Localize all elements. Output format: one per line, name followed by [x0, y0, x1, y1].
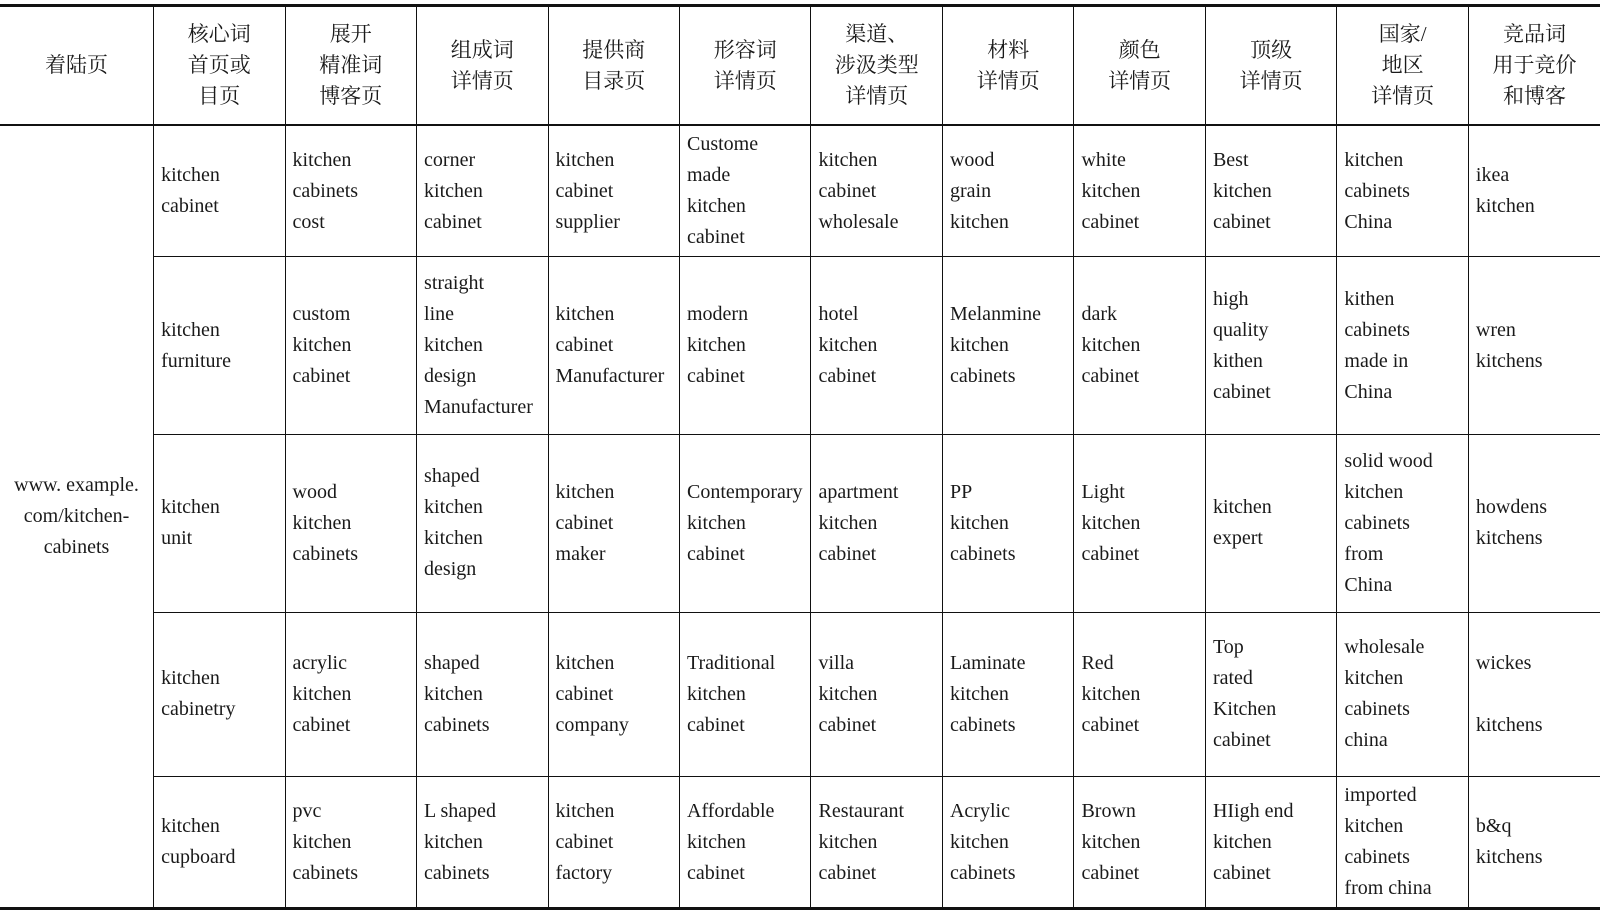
table-cell	[811, 257, 942, 435]
cell-line: wood	[292, 480, 337, 503]
column-header-line: 渠道、	[845, 22, 909, 46]
cell-line: kitchen	[161, 164, 220, 187]
cell-line: kitchen	[292, 148, 352, 171]
column-header-line: 展开	[329, 22, 372, 46]
cell-line: Brown	[1081, 799, 1136, 822]
cell-line: kitchen	[292, 334, 352, 357]
table-cell	[1468, 435, 1600, 613]
table-cell	[285, 125, 416, 257]
cell-line: kitchen	[949, 511, 1009, 534]
column-header-line: 目页	[198, 84, 241, 108]
cell-line: kitchen	[818, 830, 878, 853]
cell-line: b&q	[1475, 815, 1512, 837]
cell-line: china	[1344, 729, 1388, 752]
table-cell	[680, 435, 811, 613]
table-cell	[417, 125, 548, 257]
cell-line: cabinets	[1344, 511, 1410, 534]
cell-line: cupboard	[161, 846, 236, 868]
table-cell	[680, 257, 811, 435]
cell-line: hotel	[818, 303, 859, 326]
cell-line: cabinet	[161, 195, 219, 218]
table-cell	[154, 257, 285, 435]
cell-line: Manufacturer	[555, 365, 665, 388]
cell-line: cabinetry	[161, 698, 236, 721]
cell-line: L shaped	[424, 799, 497, 822]
table-row	[0, 435, 1600, 613]
cell-line: supplier	[555, 210, 620, 233]
cell-line: kitchen	[292, 682, 352, 705]
cell-line: kitchen	[687, 682, 746, 705]
header-row	[0, 6, 1600, 126]
table-cell	[1337, 612, 1468, 776]
cell-line: high	[1212, 287, 1249, 310]
cell-line: Acrylic	[949, 799, 1010, 822]
column-header-line: 颜色	[1118, 37, 1161, 62]
table-cell	[942, 777, 1073, 909]
cell-line: cabinet	[687, 542, 745, 565]
cell-line: cabinet	[818, 179, 877, 202]
cell-line: China	[1344, 573, 1393, 596]
cell-line: cabinets	[292, 179, 359, 202]
table-cell	[548, 777, 679, 909]
cell-line: cabinet	[687, 226, 745, 249]
cell-line: furniture	[161, 349, 232, 372]
table-cell	[942, 435, 1073, 613]
column-header-line: 顶级	[1250, 37, 1293, 62]
cell-line: cabinet	[1212, 861, 1271, 884]
cell-line: cabinet	[687, 861, 745, 884]
cell-line: solid wood	[1344, 449, 1433, 472]
cell-line: cabinet	[555, 334, 614, 357]
column-header-line: 形容词	[713, 37, 777, 62]
column-header-10	[1337, 6, 1468, 126]
table-cell	[548, 257, 679, 435]
cell-line: kitchen	[818, 682, 878, 705]
landing-page-line: com/kitchen-	[23, 505, 130, 527]
table-cell	[548, 612, 679, 776]
column-header-8	[1074, 6, 1205, 126]
table-cell	[417, 777, 548, 909]
table-cell	[548, 125, 679, 257]
table-cell	[1468, 125, 1600, 257]
column-header-line: 核心词	[187, 22, 251, 46]
cell-line: Red	[1081, 651, 1114, 674]
cell-line: Laminate	[949, 651, 1026, 674]
cell-line: kitchen	[424, 334, 483, 357]
cell-line: kitchen	[424, 682, 483, 705]
cell-line: Manufacturer	[424, 396, 533, 419]
cell-line: design	[424, 558, 477, 581]
column-header-0	[0, 6, 154, 126]
table-cell	[1074, 257, 1205, 435]
table-cell	[417, 612, 548, 776]
column-header-line: 涉汲类型	[834, 53, 919, 77]
cell-line: HIigh end	[1212, 799, 1294, 822]
landing-page-line: www. example.	[14, 474, 139, 496]
column-header-line: 详情页	[845, 84, 909, 108]
cell-line: kitchen	[1212, 179, 1272, 202]
cell-line: cabinets	[949, 861, 1016, 884]
table-cell	[154, 777, 285, 909]
table-cell	[1468, 777, 1600, 909]
column-header-line: 竞品词	[1502, 22, 1566, 46]
cell-line: kitchen	[949, 210, 1009, 233]
table-cell	[811, 125, 942, 257]
column-header-4	[548, 6, 679, 126]
cell-line: PP	[949, 480, 973, 503]
cell-line: design	[424, 365, 477, 388]
cell-line: made in	[1344, 349, 1409, 372]
column-header-5	[680, 6, 811, 126]
table-row	[0, 125, 1600, 257]
column-header-line: 详情页	[713, 68, 777, 93]
cell-line: kitchen	[1344, 148, 1404, 171]
cell-line: kitchen	[555, 651, 615, 674]
cell-line: maker	[555, 542, 606, 565]
cell-line: cabinet	[424, 210, 482, 233]
cell-line: cabinet	[1212, 210, 1271, 233]
table-cell	[285, 612, 416, 776]
cell-line: kitchen	[1081, 682, 1141, 705]
column-header-line: 首页或	[187, 53, 251, 77]
cell-line: quality	[1212, 318, 1269, 341]
cell-line: kitchens	[1475, 846, 1543, 868]
cell-line: villa	[818, 651, 855, 674]
table-row	[0, 612, 1600, 776]
cell-line: cabinet	[1081, 542, 1140, 565]
cell-line: ikea	[1475, 164, 1510, 187]
cell-line: cabinet	[818, 861, 877, 884]
column-header-line: 着陆页	[45, 53, 109, 77]
table-cell	[1074, 125, 1205, 257]
cell-line: kitchen	[555, 303, 615, 326]
cell-line: custom	[292, 303, 351, 326]
cell-line: kitchen	[555, 480, 615, 503]
cell-line: kitchen	[1212, 830, 1272, 853]
cell-line: made	[687, 164, 731, 187]
cell-line: kitchen	[818, 334, 878, 357]
cell-line: cabinet	[818, 365, 877, 388]
cell-line: kitchen	[818, 511, 878, 534]
cell-line: cabinet	[1081, 713, 1140, 736]
column-header-1	[154, 6, 285, 126]
cell-line: Light	[1081, 480, 1125, 503]
cell-line: kitchen	[161, 667, 220, 690]
cell-line: cabinet	[555, 682, 614, 705]
table-cell	[1205, 777, 1336, 909]
cell-line: cabinets	[292, 542, 359, 565]
cell-line: kitchen	[1081, 511, 1141, 534]
cell-line: Custome	[687, 133, 759, 156]
table-cell	[1468, 257, 1600, 435]
cell-line: cabinet	[818, 542, 877, 565]
cell-line: cabinet	[292, 713, 351, 736]
cell-line: cabinet	[1081, 365, 1140, 388]
cell-line: corner	[424, 148, 476, 171]
cell-line: kitchen	[687, 830, 746, 853]
cell-line: Top	[1212, 636, 1244, 659]
table-cell	[154, 125, 285, 257]
table-cell	[548, 435, 679, 613]
cell-line: kitchen	[949, 830, 1009, 853]
cell-line: howdens	[1475, 496, 1548, 519]
table-cell	[1337, 777, 1468, 909]
cell-line: cost	[292, 210, 325, 233]
cell-line: cabinets	[1344, 179, 1410, 202]
cell-line: kitchen	[687, 511, 746, 534]
column-header-7	[942, 6, 1073, 126]
table-cell	[680, 612, 811, 776]
column-header-6	[811, 6, 942, 126]
cell-line: Best	[1212, 148, 1249, 171]
cell-line: Contemporary	[687, 480, 803, 503]
cell-line: Melanmine	[949, 303, 1042, 326]
cell-line: cabinet	[1212, 380, 1271, 403]
table-cell	[1074, 777, 1205, 909]
column-header-line: 地区	[1381, 53, 1424, 77]
column-header-line: 组成词	[450, 37, 514, 62]
cell-line: wood	[949, 148, 995, 171]
cell-line: cabinet	[292, 365, 351, 388]
table-cell	[417, 257, 548, 435]
cell-line: white	[1081, 148, 1126, 171]
cell-line: wren	[1475, 318, 1516, 341]
cell-line: cabinets	[424, 713, 490, 736]
column-header-line: 材料	[987, 37, 1030, 62]
cell-line: kitchen	[1212, 496, 1272, 519]
cell-line: cabinets	[949, 542, 1016, 565]
column-header-line: 详情页	[1371, 84, 1435, 108]
landing-page-url	[0, 125, 154, 909]
cell-line: cabinets	[949, 713, 1016, 736]
keyword-landing-table	[0, 4, 1600, 910]
cell-line: Affordable	[687, 799, 775, 822]
cell-line: cabinets	[1344, 698, 1410, 721]
table-cell	[811, 435, 942, 613]
cell-line: kitchen	[424, 496, 483, 519]
table-cell	[1337, 435, 1468, 613]
cell-line: modern	[687, 303, 749, 326]
table-cell	[1205, 257, 1336, 435]
cell-line: dark	[1081, 303, 1117, 326]
cell-line: shaped	[424, 465, 480, 488]
cell-line: kithen	[1344, 287, 1395, 310]
cell-line: kitchen	[687, 195, 746, 218]
table-cell	[154, 612, 285, 776]
table-cell	[1074, 612, 1205, 776]
column-header-line: 国家/	[1378, 22, 1427, 46]
cell-line: kitchen	[292, 830, 352, 853]
cell-line: kitchen	[1081, 334, 1141, 357]
cell-line: kitchen	[1081, 830, 1141, 853]
cell-line: kitchen	[161, 496, 220, 519]
cell-line: China	[1344, 380, 1393, 403]
cell-line: from	[1344, 542, 1384, 565]
cell-line	[1476, 679, 1596, 710]
cell-line: cabinet	[1081, 210, 1140, 233]
cell-line: cabinets	[424, 861, 490, 884]
cell-line: cabinet	[555, 830, 614, 853]
table-cell	[942, 125, 1073, 257]
table-cell	[811, 777, 942, 909]
column-header-line: 详情页	[450, 68, 514, 93]
cell-line: kitchens	[1475, 349, 1543, 372]
cell-line: cabinet	[687, 713, 745, 736]
cell-line: kitchen	[1081, 179, 1141, 202]
cell-line: wholesale	[818, 210, 899, 233]
table-cell	[1205, 125, 1336, 257]
cell-line: wickes	[1475, 651, 1532, 674]
cell-line: kithen	[1212, 349, 1263, 372]
cell-line: kitchen	[949, 334, 1009, 357]
column-header-3	[417, 6, 548, 126]
cell-line: kitchen	[555, 799, 615, 822]
column-header-line: 详情页	[1108, 68, 1172, 93]
cell-line: company	[555, 713, 629, 736]
table-cell	[285, 777, 416, 909]
table-cell	[1337, 125, 1468, 257]
cell-line: from china	[1344, 877, 1432, 899]
column-header-line: 目录页	[582, 68, 646, 93]
cell-line: cabinets	[1344, 846, 1410, 868]
cell-line: kitchen	[1344, 667, 1404, 690]
cell-line: kitchen	[818, 148, 878, 171]
cell-line: expert	[1212, 527, 1263, 550]
table-cell	[811, 612, 942, 776]
cell-line: cabinet	[687, 365, 745, 388]
cell-line: unit	[161, 527, 193, 550]
table-cell	[285, 435, 416, 613]
cell-line: China	[1344, 210, 1393, 233]
cell-line: cabinet	[555, 511, 614, 534]
table-cell	[285, 257, 416, 435]
table-row	[0, 777, 1600, 909]
cell-line: Restaurant	[818, 799, 905, 822]
table-cell	[417, 435, 548, 613]
cell-line: kitchens	[1475, 713, 1543, 736]
cell-line: line	[424, 303, 455, 326]
column-header-line: 和博客	[1502, 84, 1566, 108]
cell-line: kitchen	[292, 511, 352, 534]
table-cell	[1074, 435, 1205, 613]
cell-line: kitchen	[424, 830, 483, 853]
cell-line: Kitchen	[1212, 698, 1277, 721]
column-header-9	[1205, 6, 1336, 126]
cell-line: kitchen	[1475, 195, 1535, 218]
cell-line: kitchen	[161, 318, 220, 341]
column-header-line: 详情页	[1239, 68, 1303, 93]
cell-line: factory	[555, 861, 613, 884]
table-cell	[680, 777, 811, 909]
cell-line: apartment	[818, 480, 899, 503]
cell-line: cabinet	[1081, 861, 1140, 884]
cell-line: imported	[1344, 784, 1417, 806]
landing-page-line: cabinets	[43, 536, 110, 558]
cell-line: straight	[424, 272, 485, 295]
cell-line: kitchen	[424, 527, 483, 550]
column-header-line: 详情页	[976, 68, 1040, 93]
cell-line: kitchen	[1344, 815, 1404, 837]
table-cell	[1468, 612, 1600, 776]
column-header-line: 用于竞价	[1492, 53, 1577, 77]
column-header-line: 提供商	[582, 37, 646, 62]
cell-line: kitchen	[949, 682, 1009, 705]
cell-line: acrylic	[292, 651, 347, 674]
cell-line: cabinets	[292, 861, 359, 884]
table-cell	[1205, 435, 1336, 613]
cell-line: kitchen	[555, 148, 615, 171]
cell-line: kitchen	[687, 334, 746, 357]
table-cell	[154, 435, 285, 613]
cell-line: rated	[1212, 667, 1253, 690]
cell-line: cabinets	[949, 365, 1016, 388]
cell-line: cabinets	[1344, 318, 1410, 341]
table-cell	[680, 125, 811, 257]
cell-line: kitchen	[424, 179, 483, 202]
column-header-line: 精准词	[319, 53, 383, 77]
cell-line: shaped	[424, 651, 480, 674]
table-cell	[1337, 257, 1468, 435]
column-header-2	[285, 6, 416, 126]
table-cell	[942, 612, 1073, 776]
cell-line: cabinet	[555, 179, 614, 202]
cell-line: Traditional	[687, 651, 776, 674]
table-cell	[942, 257, 1073, 435]
cell-line: pvc	[292, 799, 322, 822]
cell-line: grain	[949, 179, 992, 202]
table-cell	[1205, 612, 1336, 776]
cell-line: cabinet	[818, 713, 877, 736]
column-header-line: 博客页	[319, 84, 383, 108]
cell-line: kitchens	[1475, 527, 1543, 550]
cell-line: wholesale	[1344, 636, 1425, 659]
cell-line: kitchen	[161, 815, 220, 837]
table-row	[0, 257, 1600, 435]
cell-line: cabinet	[1212, 729, 1271, 752]
cell-line: kitchen	[1344, 480, 1404, 503]
column-header-11	[1468, 6, 1600, 126]
